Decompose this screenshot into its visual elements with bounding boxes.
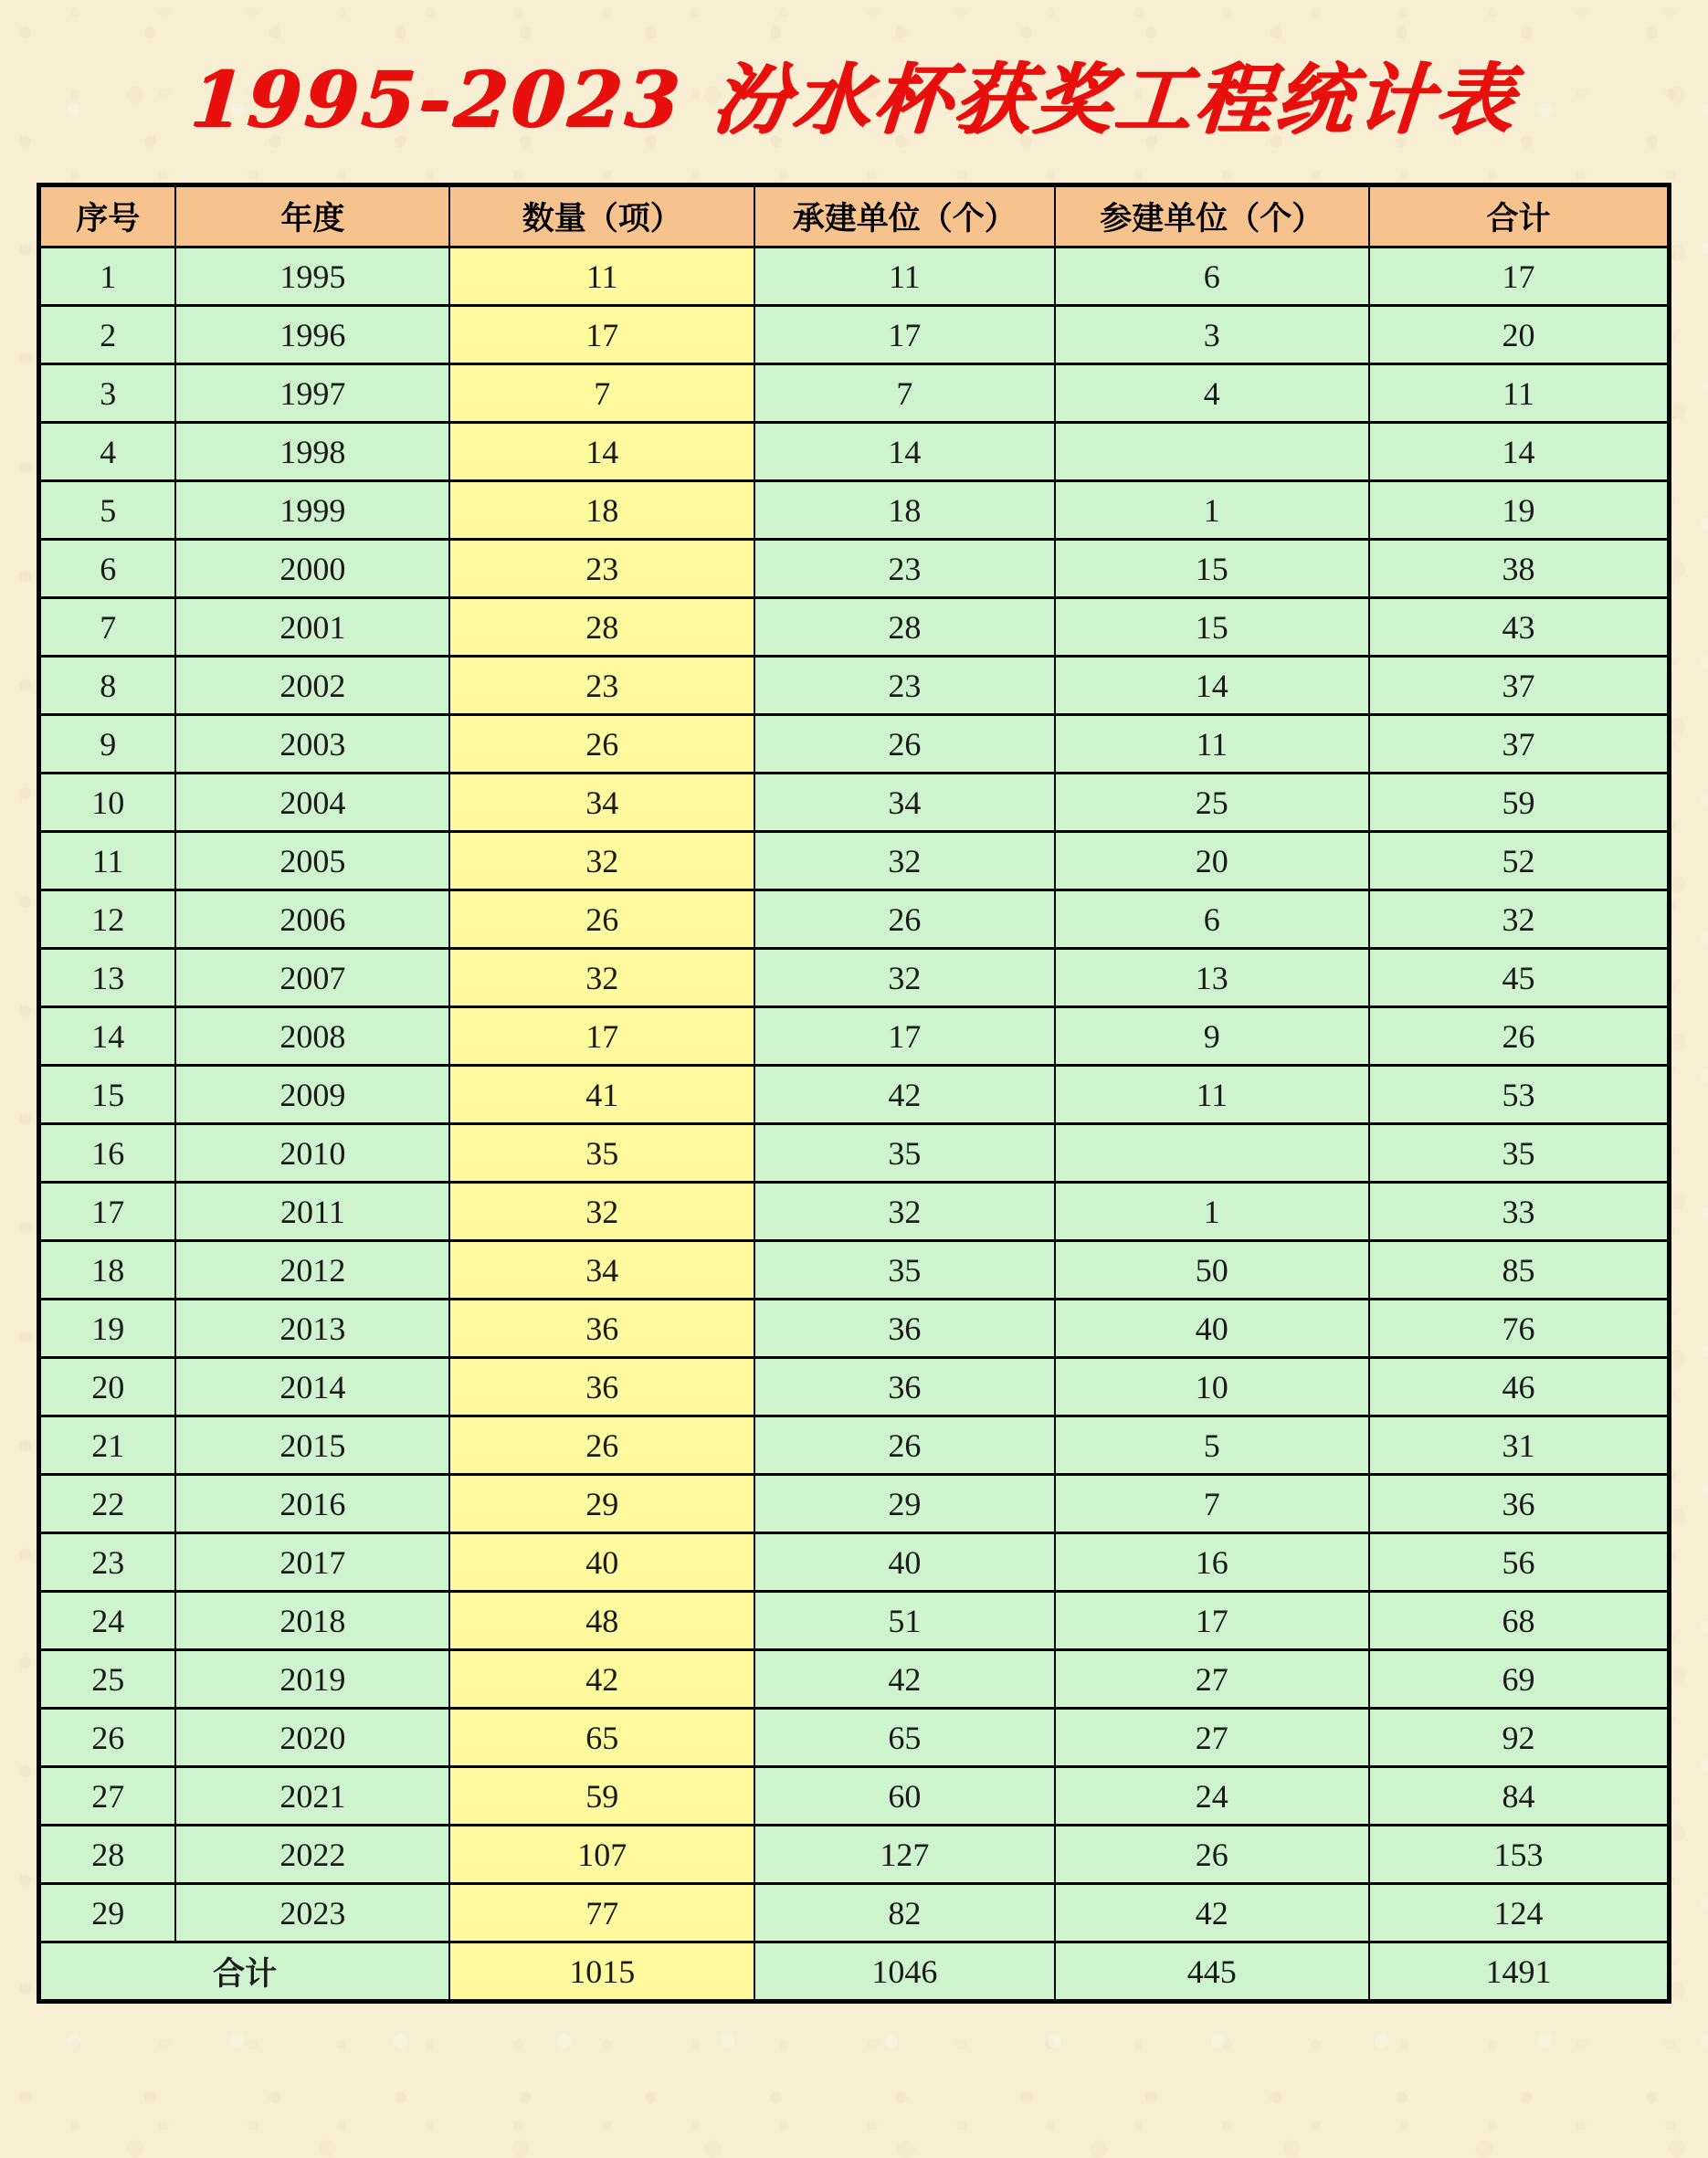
table-row	[39, 1124, 1670, 1183]
table-cell: 26	[754, 715, 1054, 774]
table-cell: 42	[1055, 1884, 1370, 1942]
table-cell: 2010	[175, 1124, 449, 1183]
table-cell: 1998	[175, 423, 449, 481]
table-row	[39, 949, 1670, 1007]
table-cell: 36	[1369, 1475, 1669, 1533]
table-cell: 16	[1055, 1533, 1370, 1592]
table-cell: 40	[754, 1533, 1054, 1592]
table-cell: 27	[1055, 1650, 1370, 1709]
table-cell: 10	[1055, 1358, 1370, 1416]
table-row	[39, 1066, 1670, 1124]
table-cell: 2012	[175, 1241, 449, 1300]
table-row	[39, 247, 1670, 306]
table-cell: 127	[754, 1826, 1054, 1884]
table-row	[39, 598, 1670, 657]
table-body	[39, 247, 1670, 2002]
table-cell: 2009	[175, 1066, 449, 1124]
table-cell: 2011	[175, 1183, 449, 1241]
table-cell: 14	[449, 423, 754, 481]
table-cell: 2016	[175, 1475, 449, 1533]
table-cell: 59	[449, 1767, 754, 1826]
total-label-cell: 合计	[39, 1942, 450, 2002]
table-cell: 11	[449, 247, 754, 306]
table-cell: 17	[754, 306, 1054, 364]
table-cell: 22	[39, 1475, 176, 1533]
table-cell: 36	[449, 1358, 754, 1416]
table-cell: 7	[1055, 1475, 1370, 1533]
table-cell: 34	[754, 774, 1054, 832]
table-cell: 2020	[175, 1709, 449, 1767]
table-header-row	[39, 185, 1670, 247]
table-row	[39, 657, 1670, 715]
table-cell: 26	[754, 1416, 1054, 1475]
table-cell: 28	[39, 1826, 176, 1884]
table-cell: 42	[449, 1650, 754, 1709]
table-cell: 7	[449, 364, 754, 423]
table-cell: 3	[1055, 306, 1370, 364]
table-cell: 2019	[175, 1650, 449, 1709]
table-cell: 13	[1055, 949, 1370, 1007]
table-cell: 23	[449, 657, 754, 715]
table-cell: 8	[39, 657, 176, 715]
table-cell: 19	[1369, 481, 1669, 540]
table-row	[39, 774, 1670, 832]
table-cell: 17	[1369, 247, 1669, 306]
table-cell	[1055, 423, 1370, 481]
table-cell: 68	[1369, 1592, 1669, 1650]
table-cell: 29	[449, 1475, 754, 1533]
total-value-cell: 445	[1055, 1942, 1370, 2002]
table-cell: 26	[449, 890, 754, 949]
table-cell: 59	[1369, 774, 1669, 832]
table-cell: 6	[1055, 890, 1370, 949]
table-cell: 2015	[175, 1416, 449, 1475]
table-cell: 85	[1369, 1241, 1669, 1300]
table-cell: 20	[1055, 832, 1370, 890]
table-cell: 5	[1055, 1416, 1370, 1475]
table-cell: 12	[39, 890, 176, 949]
table-cell: 26	[449, 715, 754, 774]
table-cell: 6	[1055, 247, 1370, 306]
table-row	[39, 1300, 1670, 1358]
table-row	[39, 540, 1670, 598]
table-cell: 9	[1055, 1007, 1370, 1066]
table-cell: 2014	[175, 1358, 449, 1416]
table-cell: 2	[39, 306, 176, 364]
table-cell: 2008	[175, 1007, 449, 1066]
table-cell: 25	[39, 1650, 176, 1709]
table-cell: 20	[39, 1358, 176, 1416]
table-cell: 2017	[175, 1533, 449, 1592]
table-cell: 26	[449, 1416, 754, 1475]
table-cell: 36	[449, 1300, 754, 1358]
table-cell: 16	[39, 1124, 176, 1183]
table-row	[39, 890, 1670, 949]
table-cell: 36	[754, 1358, 1054, 1416]
table-row	[39, 1007, 1670, 1066]
table-cell: 23	[754, 540, 1054, 598]
table-cell: 15	[1055, 598, 1370, 657]
table-cell: 34	[449, 774, 754, 832]
table-cell: 10	[39, 774, 176, 832]
table-row	[39, 1709, 1670, 1767]
table-cell: 92	[1369, 1709, 1669, 1767]
table-cell: 32	[1369, 890, 1669, 949]
column-header-0: 序号	[39, 185, 176, 247]
table-cell: 2002	[175, 657, 449, 715]
table-cell: 41	[449, 1066, 754, 1124]
table-cell	[1055, 1124, 1370, 1183]
statistics-table	[37, 183, 1671, 2004]
table-cell: 7	[754, 364, 1054, 423]
table-cell: 36	[754, 1300, 1054, 1358]
table-cell: 26	[1055, 1826, 1370, 1884]
table-row	[39, 832, 1670, 890]
column-header-2: 数量（项）	[449, 185, 754, 247]
table-cell: 2018	[175, 1592, 449, 1650]
table-cell: 56	[1369, 1533, 1669, 1592]
table-cell: 38	[1369, 540, 1669, 598]
table-cell: 11	[1369, 364, 1669, 423]
table-cell: 19	[39, 1300, 176, 1358]
table-cell: 34	[449, 1241, 754, 1300]
table-cell: 1999	[175, 481, 449, 540]
table-cell: 69	[1369, 1650, 1669, 1709]
table-cell: 37	[1369, 657, 1669, 715]
table-cell: 2013	[175, 1300, 449, 1358]
table-cell: 14	[1369, 423, 1669, 481]
table-row	[39, 1475, 1670, 1533]
table-cell: 32	[449, 832, 754, 890]
table-cell: 26	[754, 890, 1054, 949]
table-cell: 14	[1055, 657, 1370, 715]
table-cell: 17	[449, 306, 754, 364]
table-cell: 42	[754, 1066, 1054, 1124]
table-cell: 23	[754, 657, 1054, 715]
table-cell: 14	[39, 1007, 176, 1066]
table-cell: 29	[39, 1884, 176, 1942]
table-cell: 24	[1055, 1767, 1370, 1826]
table-cell: 84	[1369, 1767, 1669, 1826]
table-cell: 77	[449, 1884, 754, 1942]
table-cell: 2003	[175, 715, 449, 774]
table-cell: 13	[39, 949, 176, 1007]
column-header-1: 年度	[175, 185, 449, 247]
table-cell: 27	[39, 1767, 176, 1826]
table-cell: 2005	[175, 832, 449, 890]
table-cell: 18	[754, 481, 1054, 540]
table-cell: 6	[39, 540, 176, 598]
table-cell: 107	[449, 1826, 754, 1884]
table-row	[39, 1241, 1670, 1300]
table-cell: 35	[449, 1124, 754, 1183]
table-cell: 32	[754, 832, 1054, 890]
table-cell: 27	[1055, 1709, 1370, 1767]
table-row	[39, 1884, 1670, 1942]
table-cell: 1	[1055, 1183, 1370, 1241]
table-cell: 43	[1369, 598, 1669, 657]
table-cell: 23	[449, 540, 754, 598]
table-cell: 17	[39, 1183, 176, 1241]
table-cell: 65	[449, 1709, 754, 1767]
table-cell: 24	[39, 1592, 176, 1650]
table-cell: 46	[1369, 1358, 1669, 1416]
table-cell: 4	[39, 423, 176, 481]
table-cell: 5	[39, 481, 176, 540]
total-value-cell: 1046	[754, 1942, 1054, 2002]
table-cell: 17	[754, 1007, 1054, 1066]
table-cell: 15	[39, 1066, 176, 1124]
table-cell: 48	[449, 1592, 754, 1650]
table-cell: 25	[1055, 774, 1370, 832]
table-cell: 65	[754, 1709, 1054, 1767]
table-cell: 1	[39, 247, 176, 306]
table-cell: 9	[39, 715, 176, 774]
table-cell: 2001	[175, 598, 449, 657]
table-cell: 3	[39, 364, 176, 423]
table-cell: 11	[39, 832, 176, 890]
table-cell: 11	[754, 247, 1054, 306]
table-row	[39, 1416, 1670, 1475]
table-cell: 32	[754, 949, 1054, 1007]
table-cell: 26	[1369, 1007, 1669, 1066]
table-cell: 1995	[175, 247, 449, 306]
column-header-3: 承建单位（个）	[754, 185, 1054, 247]
table-cell: 26	[39, 1709, 176, 1767]
table-cell: 2007	[175, 949, 449, 1007]
table-total-row	[39, 1942, 1670, 2002]
table-cell: 42	[754, 1650, 1054, 1709]
table-cell: 53	[1369, 1066, 1669, 1124]
table-cell: 2023	[175, 1884, 449, 1942]
column-header-5: 合计	[1369, 185, 1669, 247]
table-row	[39, 481, 1670, 540]
table-cell: 32	[754, 1183, 1054, 1241]
table-cell: 17	[449, 1007, 754, 1066]
table-cell: 21	[39, 1416, 176, 1475]
total-value-cell: 1491	[1369, 1942, 1669, 2002]
table-cell: 76	[1369, 1300, 1669, 1358]
table-cell: 2022	[175, 1826, 449, 1884]
table-cell: 17	[1055, 1592, 1370, 1650]
table-cell: 82	[754, 1884, 1054, 1942]
table-cell: 11	[1055, 715, 1370, 774]
table-cell: 11	[1055, 1066, 1370, 1124]
page-title: 1995-2023 汾水杯获奖工程统计表	[186, 54, 1520, 144]
table-cell: 7	[39, 598, 176, 657]
table-cell: 32	[449, 949, 754, 1007]
table-row	[39, 1826, 1670, 1884]
table-row	[39, 306, 1670, 364]
table-cell: 52	[1369, 832, 1669, 890]
table-cell: 23	[39, 1533, 176, 1592]
table-cell: 45	[1369, 949, 1669, 1007]
table-row	[39, 1358, 1670, 1416]
table-row	[39, 1767, 1670, 1826]
table-cell: 1997	[175, 364, 449, 423]
table-cell: 50	[1055, 1241, 1370, 1300]
table-cell: 153	[1369, 1826, 1669, 1884]
table-cell: 2004	[175, 774, 449, 832]
table-cell: 40	[449, 1533, 754, 1592]
table-cell: 40	[1055, 1300, 1370, 1358]
table-cell: 31	[1369, 1416, 1669, 1475]
table-cell: 32	[449, 1183, 754, 1241]
table-cell: 35	[1369, 1124, 1669, 1183]
table-cell: 51	[754, 1592, 1054, 1650]
table-cell: 35	[754, 1241, 1054, 1300]
table-cell: 35	[754, 1124, 1054, 1183]
table-cell: 14	[754, 423, 1054, 481]
table-row	[39, 364, 1670, 423]
table-cell: 15	[1055, 540, 1370, 598]
table-row	[39, 1183, 1670, 1241]
table-cell: 2006	[175, 890, 449, 949]
table-cell: 124	[1369, 1884, 1669, 1942]
table-row	[39, 423, 1670, 481]
total-value-cell: 1015	[449, 1942, 754, 2002]
table-cell: 28	[754, 598, 1054, 657]
table-cell: 29	[754, 1475, 1054, 1533]
table-row	[39, 1592, 1670, 1650]
table-cell: 18	[449, 481, 754, 540]
table-cell: 18	[39, 1241, 176, 1300]
table-cell: 37	[1369, 715, 1669, 774]
table-row	[39, 715, 1670, 774]
table-cell: 1	[1055, 481, 1370, 540]
column-header-4: 参建单位（个）	[1055, 185, 1370, 247]
table-cell: 60	[754, 1767, 1054, 1826]
table-cell: 20	[1369, 306, 1669, 364]
table-cell: 2021	[175, 1767, 449, 1826]
table-cell: 1996	[175, 306, 449, 364]
table-cell: 2000	[175, 540, 449, 598]
table-row	[39, 1650, 1670, 1709]
table-cell: 28	[449, 598, 754, 657]
table-cell: 4	[1055, 364, 1370, 423]
table-cell: 33	[1369, 1183, 1669, 1241]
table-row	[39, 1533, 1670, 1592]
